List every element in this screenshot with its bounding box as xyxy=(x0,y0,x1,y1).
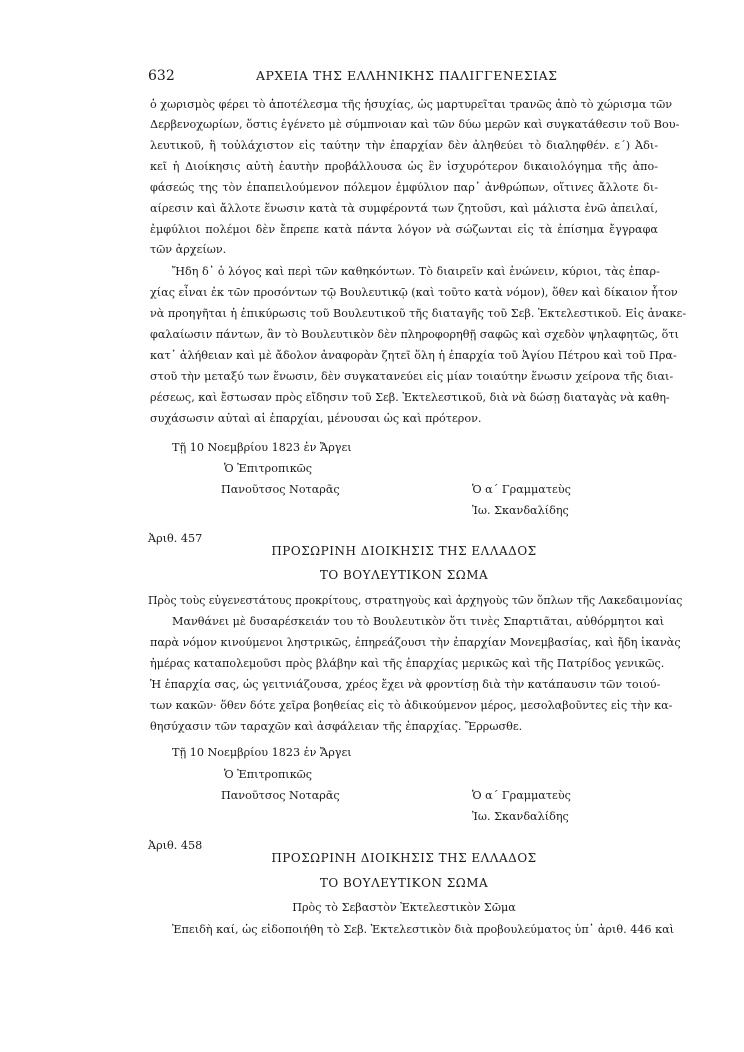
doc3-address: Πρὸς τὸ Σεβαστὸν Ἐκτελεστικὸν Σῶμα xyxy=(292,901,516,914)
doc2-heading-government: ΠΡΟΣΩΡΙΝΗ ΔΙΟΙΚΗΣΙΣ ΤΗΣ ΕΛΛΑΔΟΣ xyxy=(271,544,537,558)
text-line: ὁ χωρισμὸς φέρει τὸ ἀποτέλεσμα τῆς ἡσυχίας, ὡς μαρτυρεῖται τρανῶς ἀπὸ τὸ χώρισμα τῶν xyxy=(150,98,673,111)
doc1-signatory-left-title: Ὁ Ἐπιτροπικῶς xyxy=(224,462,313,475)
text-line: νὰ προηγῆται ἡ ἐπικύρωσις τοῦ Βουλευτικοῦ τῆς διαταγῆς τοῦ Σεβ. Ἐκτελεστικοῦ. Εἰς ἀνακε- xyxy=(150,307,687,320)
doc2-heading-body: ΤΟ ΒΟΥΛΕΥΤΙΚΟΝ ΣΩΜΑ xyxy=(319,568,489,582)
doc1-signatory-right-title: Ὁ α΄ Γραμματεὺς xyxy=(472,483,571,496)
text-line: Ἡ ἐπαρχία σας, ὡς γειτνιάζουσα, χρέος ἔχει νὰ φροντίσῃ διὰ τὴν κατάπαυσιν τῶν τοιού- xyxy=(150,678,661,691)
text-line: Ἤδη δ᾽ ὁ λόγος καὶ περὶ τῶν καθηκόντων. Τὸ διαιρεῖν καὶ ἑνώνειν, κύριοι, τὰς ἐπαρ- xyxy=(172,265,660,278)
text-line: τῶν ἀρχείων. xyxy=(150,243,227,256)
text-line: συχάσωσιν αὐταὶ αἱ ἐπαρχίαι, μένουσαι ὡς καὶ πρότερον. xyxy=(150,412,482,425)
text-line: Ἐπειδὴ καί, ὡς εἰδοποιήθη τὸ Σεβ. Ἐκτελεστικὸν διὰ προβουλεύματος ὑπ᾽ ἀριθ. 446 καὶ xyxy=(172,923,675,936)
doc2-signatory-left-title: Ὁ Ἐπιτροπικῶς xyxy=(224,768,313,781)
text-line: κατ᾽ ἀλήθειαν καὶ μὲ ἄδολον ἀναφορὰν ζητεῖ ὅλη ἡ ἐπαρχία τοῦ Ἁγίου Πέτρου καὶ τοῦ Πρα- xyxy=(150,349,677,362)
text-line: φάσεώς της τὸν ἐπαπειλούμενον πόλεμον ἐμφύλιον παρ᾽ ἀνθρώπων, οἵτινες ἄλλοτε δι- xyxy=(150,181,658,194)
doc3-number: Ἀριθ. 458 xyxy=(148,839,203,852)
doc2-signatory-right-name: Ἰω. Σκανδαλίδης xyxy=(472,810,569,823)
doc1-signatory-left-name: Πανοῦτσος Νοταρᾶς xyxy=(221,483,340,496)
text-line: Δερβενοχωρίων, ὅστις ἐγένετο μὲ σύμπνοιαν καὶ τῶν δύω μερῶν καὶ συγκατάθεσιν τοῦ Βου- xyxy=(150,118,680,131)
text-line: παρὰ νόμον κινούμενοι ληστρικῶς, ἐπηρεάζουσι τὴν ἐπαρχίαν Μονεμβασίας, καὶ ἤδη ἱκανὰς xyxy=(150,636,681,649)
doc2-address: Πρὸς τοὺς εὐγενεστάτους προκρίτους, στρατηγοὺς καὶ ἀρχηγοὺς τῶν ὅπλων τῆς Λακεδαιμονίας xyxy=(148,594,683,607)
page-number: 632 xyxy=(148,68,175,84)
text-line: ἡμέρας καταπολεμοῦσι πρὸς βλάβην καὶ τῆς ἐπαρχίας μερικῶς καὶ τῆς Πατρίδος γενικῶς. xyxy=(150,657,665,670)
text-line: κεῖ ἡ Διοίκησις αὐτὴ ἑαυτὴν προβάλλουσα ὡς ἓν ἰσχυρότερον δικαιολόγημα τῆς ἀπο- xyxy=(150,160,658,173)
doc2-date: Τῇ 10 Νοεμβρίου 1823 ἐν Ἄργει xyxy=(172,746,352,759)
text-line: λευτικοῦ, ἢ τοὐλάχιστον εἰς ταύτην τὴν ἐπαρχίαν δὲν ἀληθεύει τὸ διαληφθέν. ε΄) Ἀδι- xyxy=(150,139,658,152)
text-line: ρέσεως, καὶ ἔστωσαν πρὸς εἴδησιν τοῦ Σεβ. Ἐκτελεστικοῦ, διὰ νὰ δώσῃ διαταγὰς νὰ καθη- xyxy=(150,391,670,404)
text-line: θησύχασιν τῶν ταραχῶν καὶ ἀσφάλειαν τῆς ἐπαρχίας. Ἔρρωσθε. xyxy=(150,720,523,733)
doc2-signatory-left-name: Πανοῦτσος Νοταρᾶς xyxy=(221,789,340,802)
text-line: Μανθάνει μὲ δυσαρέσκειάν του τὸ Βουλευτικὸν ὅτι τινὲς Σπαρτιᾶται, αὐθόρμητοι καὶ xyxy=(172,615,665,628)
text-line: χίας εἶναι ἐκ τῶν προσόντων τῷ Βουλευτικῷ (καὶ τοῦτο κατὰ νόμον), ὅθεν καὶ δίκαιον ἦτον xyxy=(150,286,678,299)
doc3-heading-government: ΠΡΟΣΩΡΙΝΗ ΔΙΟΙΚΗΣΙΣ ΤΗΣ ΕΛΛΑΔΟΣ xyxy=(271,851,537,865)
text-line: των κακῶν· ὅθεν δότε χεῖρα βοηθείας εἰς τὸ ἀδικούμενον μέρος, μεσολαβοῦντες εἰς τὴν κα- xyxy=(150,699,673,712)
text-line: αίρεσιν καὶ ἄλλοτε ἕνωσιν κατὰ τὰ συμφέροντά των ζητοῦσι, καὶ μάλιστα ἐνῶ ἀπειλαί, xyxy=(150,202,658,215)
doc1-date: Τῇ 10 Νοεμβρίου 1823 ἐν Ἄργει xyxy=(172,441,352,454)
text-line: στοῦ τὴν μεταξύ των ἕνωσιν, δὲν συγκατανεύει εἰς μίαν τοιαύτην ἕνωσιν χείρονα τῆς διαι- xyxy=(150,370,674,383)
doc2-number: Ἀριθ. 457 xyxy=(148,532,203,545)
running-title: ΑΡΧΕΙΑ ΤΗΣ ΕΛΛΗΝΙΚΗΣ ΠΑΛΙΓΓΕΝΕΣΙΑΣ xyxy=(256,68,558,83)
doc1-signatory-right-name: Ἰω. Σκανδαλίδης xyxy=(472,504,569,517)
text-line: ἐμφύλιοι πολέμοι δὲν ἔπρεπε κατὰ πάντα λόγον νὰ σώζωνται εἰς τὰ ἐπίσημα ἔγγραφα xyxy=(150,223,658,236)
running-head xyxy=(148,68,660,90)
text-line: φαλαίωσιν πάντων, ἂν τὸ Βουλευτικὸν δὲν πληροφορηθῇ σαφῶς καὶ σχεδὸν ψηλαφητῶς, ὅτι xyxy=(150,328,679,341)
doc3-heading-body: ΤΟ ΒΟΥΛΕΥΤΙΚΟΝ ΣΩΜΑ xyxy=(319,876,489,890)
doc2-signatory-right-title: Ὁ α΄ Γραμματεὺς xyxy=(472,789,571,802)
